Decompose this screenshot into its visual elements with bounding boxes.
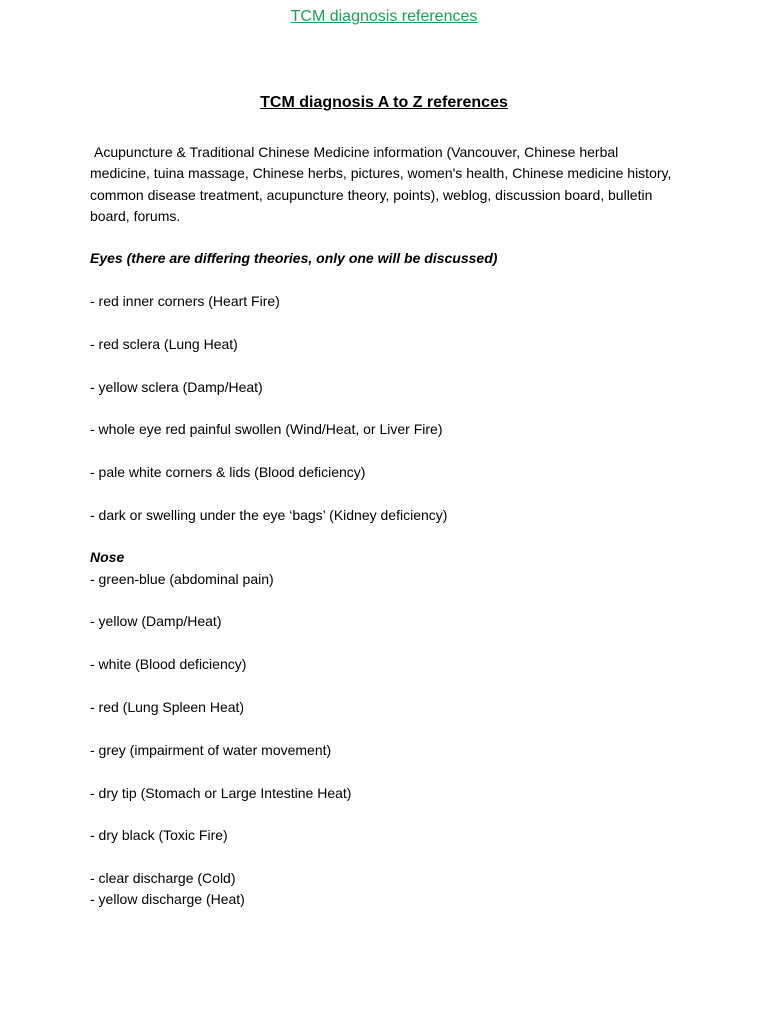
- nose-item: - red (Lung Spleen Heat): [90, 698, 245, 715]
- eyes-section-title: Eyes (there are differing theories, only one will be discussed): [90, 250, 498, 267]
- nose-item: - clear discharge (Cold): [90, 870, 236, 887]
- eyes-item: - whole eye red painful swollen (Wind/Heat, or Liver Fire): [90, 421, 443, 438]
- nose-section-title: Nose: [90, 549, 125, 566]
- nose-item: - yellow (Damp/Heat): [90, 613, 222, 630]
- nose-item: - green-blue (abdominal pain): [90, 570, 274, 587]
- nose-item: - yellow discharge (Heat): [90, 891, 245, 908]
- nose-item: - dry tip (Stomach or Large Intestine Heat): [90, 784, 352, 801]
- nose-item: - dry black (Toxic Fire): [90, 827, 228, 844]
- nose-item: - grey (impairment of water movement): [90, 741, 332, 758]
- tcm-references-link[interactable]: TCM diagnosis references: [290, 8, 478, 25]
- document-body: [90, 142, 680, 911]
- eyes-item: - red inner corners (Heart Fire): [90, 292, 280, 309]
- eyes-item: - red sclera (Lung Heat): [90, 335, 238, 352]
- document-heading: TCM diagnosis A to Z references: [260, 94, 508, 111]
- intro-paragraph: Acupuncture & Traditional Chinese Medicine information (Vancouver, Chinese herbal medicine, tuina massage, Chinese herbs, pictures, women's health, Chinese medicine history, common disease treatment, acupuncture theory, points), weblog, discussion board, bulletin board, forums.: [90, 144, 672, 224]
- eyes-item: - dark or swelling under the eye ‘bags’ (Kidney deficiency): [90, 506, 448, 523]
- eyes-item: - yellow sclera (Damp/Heat): [90, 378, 263, 395]
- nose-item: - white (Blood deficiency): [90, 656, 247, 673]
- eyes-item: - pale white corners & lids (Blood deficiency): [90, 464, 366, 481]
